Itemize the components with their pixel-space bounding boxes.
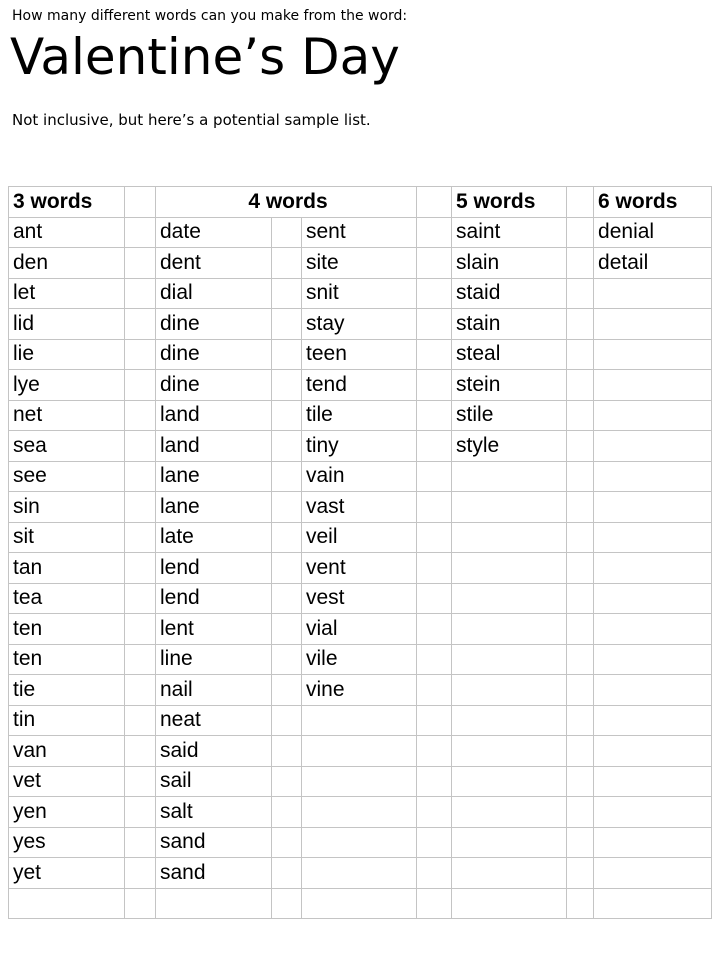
spacer-cell — [567, 705, 594, 736]
spacer-cell — [567, 766, 594, 797]
spacer-cell — [272, 278, 302, 309]
spacer-cell — [125, 522, 156, 553]
spacer-cell — [567, 461, 594, 492]
word-5-cell — [452, 888, 567, 919]
table-row — [9, 431, 712, 462]
word-4-cell: land — [156, 431, 272, 462]
spacer-cell — [567, 370, 594, 401]
word-6-cell — [594, 705, 712, 736]
spacer-cell — [567, 187, 594, 218]
spacer-cell — [272, 827, 302, 858]
table-row — [9, 827, 712, 858]
word-4-cell: salt — [156, 797, 272, 828]
spacer-cell — [125, 858, 156, 889]
table-row — [9, 522, 712, 553]
spacer-cell — [567, 675, 594, 706]
spacer-cell — [417, 217, 452, 248]
word-3-cell: tea — [9, 583, 125, 614]
spacer-cell — [417, 614, 452, 645]
word-4-cell: dine — [156, 339, 272, 370]
spacer-cell — [125, 644, 156, 675]
table-row — [9, 248, 712, 279]
word-6-cell — [594, 614, 712, 645]
word-6-cell — [594, 675, 712, 706]
word-table — [8, 186, 712, 919]
word-3-cell: sit — [9, 522, 125, 553]
spacer-cell — [417, 339, 452, 370]
spacer-cell — [567, 492, 594, 523]
spacer-cell — [125, 675, 156, 706]
word-4-cell: date — [156, 217, 272, 248]
word-6-cell — [594, 888, 712, 919]
spacer-cell — [272, 492, 302, 523]
word-3-cell: yen — [9, 797, 125, 828]
table-row — [9, 492, 712, 523]
spacer-cell — [272, 400, 302, 431]
spacer-cell — [125, 309, 156, 340]
word-4-cell: lane — [156, 492, 272, 523]
spacer-cell — [125, 614, 156, 645]
word-6-cell: denial — [594, 217, 712, 248]
spacer-cell — [417, 766, 452, 797]
spacer-cell — [125, 736, 156, 767]
spacer-cell — [417, 492, 452, 523]
word-5-cell — [452, 583, 567, 614]
spacer-cell — [272, 644, 302, 675]
spacer-cell — [417, 522, 452, 553]
spacer-cell — [417, 553, 452, 584]
prompt-text: How many different words can you make from the word: — [12, 8, 408, 24]
spacer-cell — [417, 400, 452, 431]
word-4-cell: tile — [302, 400, 417, 431]
word-6-cell — [594, 736, 712, 767]
word-6-cell — [594, 797, 712, 828]
word-4-cell — [302, 858, 417, 889]
word-4-cell: site — [302, 248, 417, 279]
word-3-cell: tan — [9, 553, 125, 584]
spacer-cell — [125, 705, 156, 736]
spacer-cell — [272, 431, 302, 462]
table-row — [9, 400, 712, 431]
spacer-cell — [567, 431, 594, 462]
word-3-cell: net — [9, 400, 125, 431]
word-4-cell — [302, 736, 417, 767]
spacer-cell — [272, 583, 302, 614]
word-4-cell: vent — [302, 553, 417, 584]
spacer-cell — [417, 583, 452, 614]
table-row — [9, 553, 712, 584]
page-title: Valentine’s Day — [10, 28, 400, 86]
word-5-cell — [452, 614, 567, 645]
word-6-cell — [594, 858, 712, 889]
spacer-cell — [272, 766, 302, 797]
spacer-cell — [417, 827, 452, 858]
word-4-cell: dine — [156, 370, 272, 401]
word-5-cell — [452, 522, 567, 553]
word-5-cell: style — [452, 431, 567, 462]
table-row — [9, 766, 712, 797]
table-row — [9, 278, 712, 309]
spacer-cell — [125, 461, 156, 492]
spacer-cell — [125, 400, 156, 431]
word-4-cell: dent — [156, 248, 272, 279]
word-5-cell: steal — [452, 339, 567, 370]
spacer-cell — [417, 675, 452, 706]
header-3-words: 3 words — [9, 187, 125, 218]
word-5-cell — [452, 461, 567, 492]
word-4-cell: tiny — [302, 431, 417, 462]
spacer-cell — [125, 248, 156, 279]
spacer-cell — [417, 309, 452, 340]
word-3-cell: sea — [9, 431, 125, 462]
word-6-cell — [594, 553, 712, 584]
spacer-cell — [567, 217, 594, 248]
spacer-cell — [567, 858, 594, 889]
spacer-cell — [567, 583, 594, 614]
spacer-cell — [417, 278, 452, 309]
word-4-cell: stay — [302, 309, 417, 340]
spacer-cell — [125, 431, 156, 462]
word-4-cell: vest — [302, 583, 417, 614]
spacer-cell — [125, 553, 156, 584]
word-5-cell — [452, 705, 567, 736]
word-3-cell: let — [9, 278, 125, 309]
spacer-cell — [417, 187, 452, 218]
word-3-cell: yet — [9, 858, 125, 889]
note-text: Not inclusive, but here’s a potential sample list. — [12, 111, 371, 129]
word-3-cell: ten — [9, 644, 125, 675]
word-6-cell — [594, 644, 712, 675]
spacer-cell — [417, 858, 452, 889]
word-6-cell — [594, 766, 712, 797]
spacer-cell — [567, 278, 594, 309]
table-row — [9, 858, 712, 889]
spacer-cell — [567, 827, 594, 858]
spacer-cell — [272, 553, 302, 584]
spacer-cell — [417, 248, 452, 279]
word-3-cell: den — [9, 248, 125, 279]
word-6-cell — [594, 309, 712, 340]
word-4-cell: tend — [302, 370, 417, 401]
spacer-cell — [272, 736, 302, 767]
header-5-words: 5 words — [452, 187, 567, 218]
word-4-cell: sail — [156, 766, 272, 797]
word-6-cell — [594, 370, 712, 401]
table-row — [9, 217, 712, 248]
spacer-cell — [272, 339, 302, 370]
word-5-cell: stain — [452, 309, 567, 340]
spacer-cell — [567, 797, 594, 828]
word-6-cell: detail — [594, 248, 712, 279]
spacer-cell — [567, 614, 594, 645]
word-4-cell: lent — [156, 614, 272, 645]
word-4-cell: veil — [302, 522, 417, 553]
word-5-cell: stein — [452, 370, 567, 401]
table-row — [9, 675, 712, 706]
table-row — [9, 736, 712, 767]
word-4-cell — [302, 827, 417, 858]
word-4-cell: snit — [302, 278, 417, 309]
spacer-cell — [567, 248, 594, 279]
word-6-cell — [594, 431, 712, 462]
table-row — [9, 461, 712, 492]
word-4-cell: sand — [156, 827, 272, 858]
word-5-cell — [452, 736, 567, 767]
spacer-cell — [567, 888, 594, 919]
spacer-cell — [272, 370, 302, 401]
word-5-cell: slain — [452, 248, 567, 279]
word-4-cell: land — [156, 400, 272, 431]
word-6-cell — [594, 492, 712, 523]
spacer-cell — [417, 705, 452, 736]
word-4-cell: nail — [156, 675, 272, 706]
word-4-cell — [302, 705, 417, 736]
spacer-cell — [567, 736, 594, 767]
spacer-cell — [272, 217, 302, 248]
table-row — [9, 705, 712, 736]
spacer-cell — [125, 339, 156, 370]
word-6-cell — [594, 827, 712, 858]
word-6-cell — [594, 400, 712, 431]
word-4-cell: sand — [156, 858, 272, 889]
table-header-row — [9, 187, 712, 218]
spacer-cell — [125, 492, 156, 523]
word-5-cell — [452, 766, 567, 797]
word-3-cell: ant — [9, 217, 125, 248]
word-4-cell: lane — [156, 461, 272, 492]
spacer-cell — [272, 705, 302, 736]
header-4-words: 4 words — [156, 187, 417, 218]
word-4-cell — [302, 797, 417, 828]
word-5-cell: staid — [452, 278, 567, 309]
word-5-cell — [452, 492, 567, 523]
word-3-cell: ten — [9, 614, 125, 645]
spacer-cell — [417, 370, 452, 401]
header-6-words: 6 words — [594, 187, 712, 218]
spacer-cell — [417, 736, 452, 767]
word-3-cell: sin — [9, 492, 125, 523]
word-4-cell: vial — [302, 614, 417, 645]
word-3-cell: see — [9, 461, 125, 492]
spacer-cell — [272, 461, 302, 492]
table-row — [9, 797, 712, 828]
spacer-cell — [567, 339, 594, 370]
spacer-cell — [417, 888, 452, 919]
word-4-cell: dial — [156, 278, 272, 309]
word-6-cell — [594, 461, 712, 492]
spacer-cell — [272, 858, 302, 889]
word-3-cell: lie — [9, 339, 125, 370]
word-6-cell — [594, 339, 712, 370]
spacer-cell — [125, 217, 156, 248]
spacer-cell — [567, 400, 594, 431]
spacer-cell — [272, 309, 302, 340]
table-row — [9, 309, 712, 340]
word-4-cell: sent — [302, 217, 417, 248]
spacer-cell — [567, 522, 594, 553]
word-4-cell: line — [156, 644, 272, 675]
spacer-cell — [125, 766, 156, 797]
word-3-cell: tin — [9, 705, 125, 736]
table-row — [9, 583, 712, 614]
word-4-cell: vast — [302, 492, 417, 523]
word-3-cell: van — [9, 736, 125, 767]
word-6-cell — [594, 583, 712, 614]
spacer-cell — [272, 675, 302, 706]
word-4-cell: vile — [302, 644, 417, 675]
spacer-cell — [272, 522, 302, 553]
word-4-cell: late — [156, 522, 272, 553]
word-3-cell: lid — [9, 309, 125, 340]
word-table-body — [9, 187, 712, 919]
word-4-cell: dine — [156, 309, 272, 340]
word-6-cell — [594, 278, 712, 309]
spacer-cell — [125, 583, 156, 614]
table-row — [9, 644, 712, 675]
word-5-cell — [452, 553, 567, 584]
spacer-cell — [417, 644, 452, 675]
spacer-cell — [567, 309, 594, 340]
spacer-cell — [567, 644, 594, 675]
word-3-cell: tie — [9, 675, 125, 706]
spacer-cell — [272, 248, 302, 279]
word-3-cell: vet — [9, 766, 125, 797]
word-5-cell — [452, 644, 567, 675]
word-3-cell: yes — [9, 827, 125, 858]
word-5-cell — [452, 675, 567, 706]
word-4-cell — [302, 888, 417, 919]
word-4-cell — [156, 888, 272, 919]
table-row — [9, 614, 712, 645]
word-4-cell: lend — [156, 583, 272, 614]
spacer-cell — [272, 614, 302, 645]
spacer-cell — [125, 797, 156, 828]
word-4-cell: vine — [302, 675, 417, 706]
spacer-cell — [125, 278, 156, 309]
table-row — [9, 339, 712, 370]
spacer-cell — [417, 431, 452, 462]
table-row — [9, 888, 712, 919]
spacer-cell — [125, 888, 156, 919]
spacer-cell — [272, 797, 302, 828]
spacer-cell — [125, 187, 156, 218]
word-3-cell — [9, 888, 125, 919]
word-4-cell — [302, 766, 417, 797]
spacer-cell — [272, 888, 302, 919]
word-5-cell — [452, 858, 567, 889]
spacer-cell — [567, 553, 594, 584]
word-5-cell — [452, 827, 567, 858]
word-5-cell: stile — [452, 400, 567, 431]
spacer-cell — [125, 370, 156, 401]
spacer-cell — [417, 461, 452, 492]
word-5-cell — [452, 797, 567, 828]
word-4-cell: neat — [156, 705, 272, 736]
word-6-cell — [594, 522, 712, 553]
word-4-cell: said — [156, 736, 272, 767]
word-5-cell: saint — [452, 217, 567, 248]
word-3-cell: lye — [9, 370, 125, 401]
spacer-cell — [417, 797, 452, 828]
spacer-cell — [125, 827, 156, 858]
word-4-cell: lend — [156, 553, 272, 584]
table-row — [9, 370, 712, 401]
word-4-cell: vain — [302, 461, 417, 492]
word-4-cell: teen — [302, 339, 417, 370]
